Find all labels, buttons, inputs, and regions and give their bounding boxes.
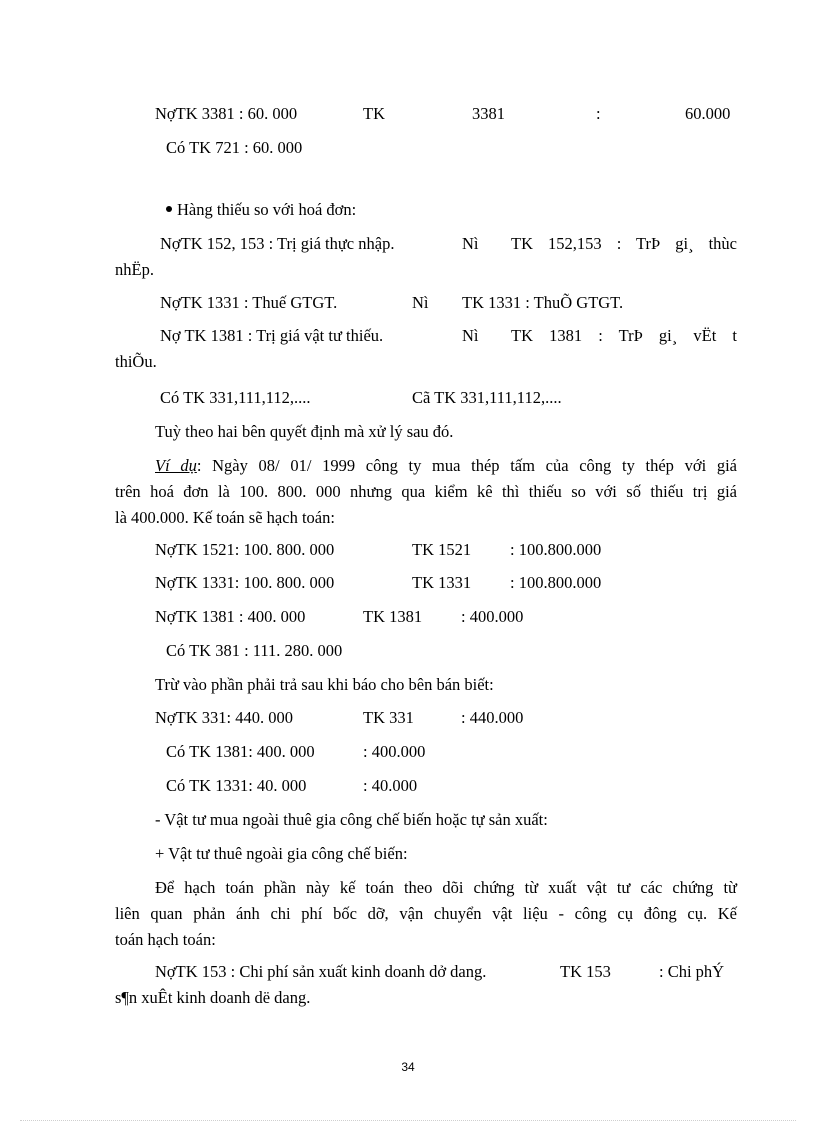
entry-debit-1381b: NợTK 1381 : 400. 000 [155, 607, 306, 626]
entry-debit-1521: NợTK 1521: 100. 800. 000 [155, 540, 335, 559]
entry-amount-credit-1331: : 40.000 [363, 776, 418, 795]
entry-amount-1381: : 400.000 [461, 607, 524, 626]
entry-garbled-text: TK 1381 : TrÞ gi¸ vËt t [511, 326, 737, 345]
entry-garbled-text: TK 152,153 : TrÞ gi¸ thùc [511, 234, 737, 253]
bullet-item [166, 200, 356, 220]
entry-garbled-label: Nì [412, 293, 429, 312]
entry-garbled-continuation: thiÕu. [115, 352, 157, 371]
paragraph-line: toán hạch toán: [115, 930, 216, 949]
entry-tk-number: 3381 [472, 104, 505, 123]
example-line-3: là 400.000. Kế toán sẽ hạch toán: [115, 508, 335, 527]
paragraph-line: Để hạch toán phần này kế toán theo dõi chứng từ xuất vật tư các chứng từ [155, 878, 737, 897]
entry-amount-1331: : 100.800.000 [510, 573, 602, 592]
entry-debit-1331b: NợTK 1331: 100. 800. 000 [155, 573, 335, 592]
entry-credit-1381: Có TK 1381: 400. 000 [166, 742, 315, 761]
entry-amount: 60.000 [685, 104, 731, 123]
entry-garbled-continuation: s¶n xuÊt kinh doanh dë dang. [115, 988, 311, 1007]
example-text: : Ngày 08/ 01/ 1999 công ty mua thép tấm của công ty thép với giá [196, 456, 737, 475]
subsection-heading: + Vật tư thuê ngoài gia công chế biến: [155, 844, 408, 863]
entry-credit-331: Có TK 331,111,112,.... [160, 388, 311, 407]
example-line-1 [155, 456, 737, 476]
entry-credit-721: Có TK 721 : 60. 000 [166, 138, 303, 157]
paragraph-line: liên quan phản ánh chi phí bốc dỡ, vận chuyển vật liệu - công cụ đông cụ. Kế [115, 904, 737, 923]
entry-debit-1381: Nợ TK 1381 : Trị giá vật tư thiếu. [160, 326, 384, 345]
entry-debit-153: NợTK 153 : Chi phí sản xuất kinh doanh dở dang. [155, 962, 487, 981]
entry-garbled-text: TK 1331 : ThuÕ GTGT. [462, 293, 624, 312]
entry-tk-1331: TK 1331 [412, 573, 472, 592]
entry-garbled-label: Nì [462, 234, 479, 253]
entry-debit-1331: NợTK 1331 : Thuế GTGT. [160, 293, 338, 312]
entry-amount-331: : 440.000 [461, 708, 524, 727]
entry-debit-152-153: NợTK 152, 153 : Trị giá thực nhập. [160, 234, 395, 253]
paragraph-line: Tuỳ theo hai bên quyết định mà xử lý sau đó. [155, 422, 454, 441]
entry-debit-331: NợTK 331: 440. 000 [155, 708, 293, 727]
entry-garbled-text: : Chi phÝ [659, 962, 725, 981]
entry-tk-1381: TK 1381 [363, 607, 423, 626]
entry-tk-1521: TK 1521 [412, 540, 472, 559]
page-bottom-divider [20, 1120, 796, 1121]
entry-tk-153: TK 153 [560, 962, 611, 981]
bullet-icon [166, 206, 172, 212]
entry-colon: : [596, 104, 601, 123]
entry-garbled-label: Nì [462, 326, 479, 345]
entry-debit-3381: NợTK 3381 : 60. 000 [155, 104, 298, 123]
entry-tk-331: TK 331 [363, 708, 414, 727]
entry-garbled-credit: Cã TK 331,111,112,.... [412, 388, 562, 407]
example-label: Ví dụ [155, 456, 197, 475]
entry-credit-381: Có TK 381 : 111. 280. 000 [166, 641, 343, 660]
section-heading: - Vật tư mua ngoài thuê gia công chế biến hoặc tự sản xuất: [155, 810, 548, 829]
paragraph-line: Trừ vào phần phải trả sau khi báo cho bên bán biết: [155, 675, 494, 694]
entry-amount-1521: : 100.800.000 [510, 540, 602, 559]
page-number: 34 [401, 1060, 415, 1074]
entry-credit-1331: Có TK 1331: 40. 000 [166, 776, 307, 795]
bullet-text: Hàng thiếu so với hoá đơn: [177, 200, 357, 219]
entry-garbled-continuation: nhËp. [115, 260, 154, 279]
example-line-2: trên hoá đơn là 100. 800. 000 nhưng qua kiểm kê thì thiếu so với số thiếu trị giá [115, 482, 737, 501]
entry-tk-label: TK [363, 104, 385, 123]
entry-amount-credit-1381: : 400.000 [363, 742, 426, 761]
